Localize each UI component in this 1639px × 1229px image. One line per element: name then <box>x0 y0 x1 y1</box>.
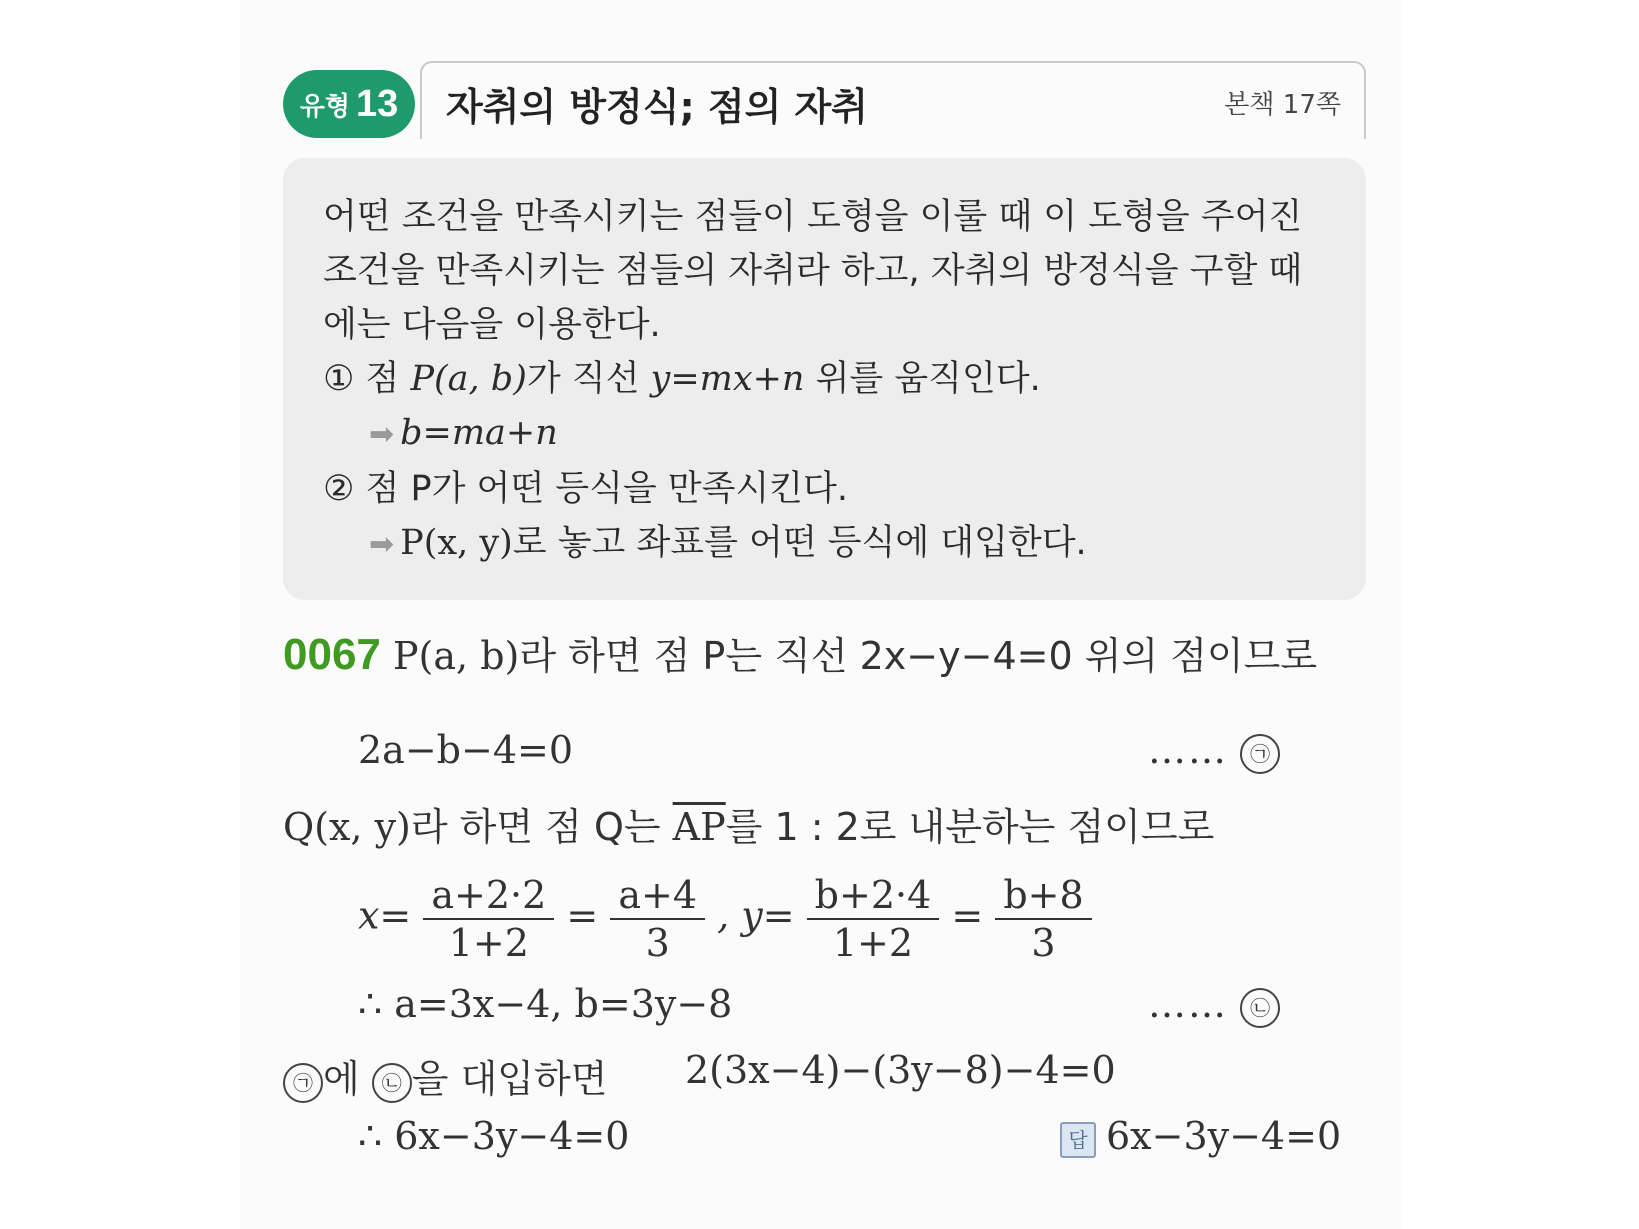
y-frac2-den: 3 <box>1031 921 1056 965</box>
item-1-point: P(a, b) <box>410 359 527 399</box>
fraction-line <box>358 872 1092 966</box>
item-2-result-point: P(x, y) <box>400 523 513 563</box>
summary-item-1 <box>323 352 1330 406</box>
item-1-mid: 가 직선 <box>526 359 651 399</box>
x-frac2-num: a+4 <box>610 872 705 920</box>
summary-box <box>283 158 1366 600</box>
summary-line-1: 어떤 조건을 만족시키는 점들이 도형을 이룰 때 이 도형을 주어진 <box>323 197 1303 237</box>
x-lhs: x= <box>358 893 412 938</box>
therefore-line-2: ∴ 6x−3y−4=0 <box>358 1114 630 1158</box>
type-label: 유형 <box>299 91 350 122</box>
x-fraction-1 <box>423 872 554 966</box>
marker-1-ref-icon: ㉠ <box>283 1063 323 1103</box>
item-1-number: ① <box>323 359 355 399</box>
problem-number: 0067 <box>283 630 381 679</box>
equation-1-marker <box>1148 728 1280 774</box>
arrow-icon: ➡ <box>369 417 395 452</box>
subst-text-2: 을 대입하면 <box>411 1057 608 1101</box>
arrow-icon: ➡ <box>369 527 395 562</box>
section-title: 자취의 방정식; 점의 자취 <box>446 85 868 129</box>
dots: …… <box>1148 982 1228 1026</box>
type-number: 13 <box>355 82 399 125</box>
line3-text: 라 하면 점 Q는 <box>410 805 673 849</box>
summary-line-2: 조건을 만족시키는 점들의 자취라 하고, 자취의 방정식을 구할 때 <box>323 251 1303 291</box>
subst-text: 에 <box>323 1057 372 1101</box>
x-fraction-2 <box>610 872 705 966</box>
item-1-equation: y=mx+n <box>650 359 805 399</box>
y-fraction-2 <box>995 872 1091 966</box>
y-frac1-den: 1+2 <box>832 921 914 965</box>
y-lhs: , y= <box>717 893 795 938</box>
summary-line-3: 에는 다음을 이용한다. <box>323 305 661 345</box>
line1-point: P(a, b) <box>392 634 520 678</box>
answer-text: 6x−3y−4=0 <box>1106 1114 1342 1158</box>
x-frac1-den: 1+2 <box>448 921 529 965</box>
x-frac1-num: a+2·2 <box>423 872 554 920</box>
therefore-line-1: ∴ a=3x−4, b=3y−8 <box>358 982 733 1026</box>
solution-line-3 <box>283 796 1214 851</box>
line3-point: Q(x, y) <box>283 805 411 849</box>
therefore-line-1-marker <box>1148 982 1280 1028</box>
item-1-result: b=ma+n <box>400 413 558 453</box>
marker-1-icon: ㉠ <box>1240 734 1280 774</box>
y-equals: = <box>951 893 984 938</box>
item-2-text: 점 P가 어떤 등식을 만족시킨다. <box>365 469 848 509</box>
item-1-pre: 점 <box>365 359 411 399</box>
line1-text: 라 하면 점 P는 직선 2x−y−4=0 위의 점이므로 <box>519 634 1318 678</box>
marker-2-icon: ㉡ <box>1240 988 1280 1028</box>
substitution-equation: 2(3x−4)−(3y−8)−4=0 <box>685 1048 1116 1092</box>
line3-text-2: 를 1 : 2로 내분하는 점이므로 <box>725 805 1215 849</box>
page-reference: 본책 17쪽 <box>1224 90 1341 120</box>
y-fraction-1 <box>807 872 940 966</box>
equation-1: 2a−b−4=0 <box>358 728 574 772</box>
summary-item-2-result <box>323 516 1330 572</box>
marker-2-ref-icon: ㉡ <box>372 1063 412 1103</box>
substitution-line <box>283 1048 607 1103</box>
type-badge <box>283 70 415 138</box>
y-frac2-num: b+8 <box>995 872 1091 920</box>
item-2-number: ② <box>323 469 355 509</box>
x-frac2-den: 3 <box>645 921 670 965</box>
answer <box>1060 1114 1341 1158</box>
y-frac1-num: b+2·4 <box>807 872 940 920</box>
x-equals: = <box>566 893 599 938</box>
solution-line-1 <box>283 625 1317 680</box>
answer-icon: 답 <box>1060 1122 1096 1158</box>
item-1-post: 위를 움직인다. <box>804 359 1041 399</box>
item-2-result-text: 로 놓고 좌표를 어떤 등식에 대입한다. <box>512 523 1087 563</box>
summary-item-1-result <box>323 406 1330 462</box>
dots: …… <box>1148 728 1228 772</box>
segment-ap: $\overline{AP}$ <box>672 805 726 849</box>
summary-item-2 <box>323 462 1330 516</box>
